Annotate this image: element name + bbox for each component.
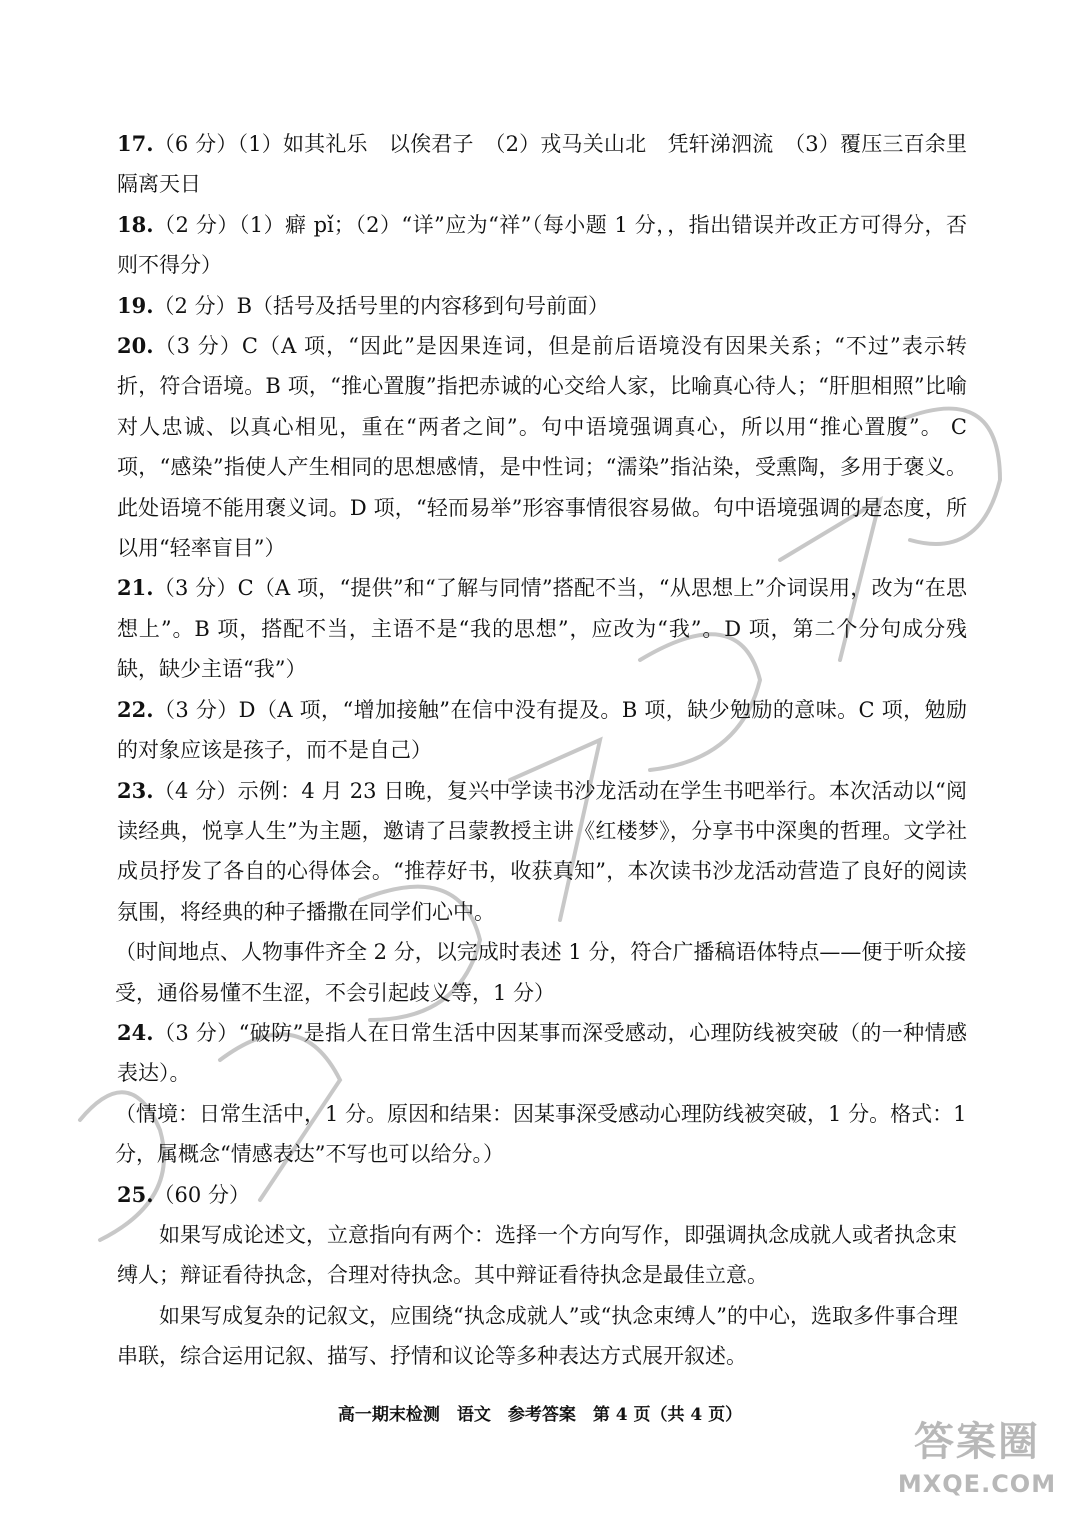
- scoring-note-24: （情境：日常生活中，1 分。原因和结果：因某事深受感动心理防线被突破，1 分。格式：1 分，属概念“情感表达”不写也可以给分。）: [115, 1101, 967, 1167]
- site-logo: [892, 1414, 1062, 1514]
- essay-guidance-argument: 如果写成论述文，立意指向有两个：选择一个方向写作，即强调执念成就人或者执念束缚人；辩证看待执念，合理对待执念。其中辩证看待执念是最佳立意。: [117, 1222, 957, 1288]
- essay-guidance-narrative: 如果写成复杂的记叙文，应围绕“执念成就人”或“执念束缚人”的中心，选取多件事合理串联，综合运用记叙、描写、抒情和议论等多种表达方式展开叙述。: [117, 1303, 958, 1369]
- question-17: 17.（6 分）（1）如其礼乐 以俟君子 （2）戎马关山北 凭轩涕泗流 （3）覆压三百余里 隔离天日: [117, 131, 967, 197]
- question-19: 19.（2 分）B（括号及括号里的内容移到句号前面）: [117, 292, 610, 318]
- page-footer: 高一期末检测 语文 参考答案 第 4 页（共 4 页）: [337, 1405, 743, 1425]
- question-24: 24.（3 分）“破防”是指人在日常生活中因某事而深受感动，心理防线被突破（的一种情感表达）。: [117, 1019, 967, 1086]
- logo-title: 答案圈: [914, 1419, 1040, 1465]
- logo-url: MXQE.COM: [897, 1470, 1057, 1498]
- question-20: 20.（3 分）C（A 项，“因此”是因果连词，但是前后语境没有因果关系；“不过”表示转折，符合语境。B 项，“推心置腹”指把赤诚的心交给人家，比喻真心待人；“肝胆相照”比喻对人忠诚、以真心相见，重在“两者之间”。句中语境强调真心，所以用“推心置腹”。 C 项，“感染”指使人产生相同的思想感情，是中性词；“濡染”指沾染，受熏陶，多用于褒义。此处语境不能用褒义词。D 项，“轻而易举”形容事情很容易做。句中语境强调的是态度，所以用“轻率盲目”）: [117, 333, 967, 561]
- question-23: 23.（4 分）示例：4 月 23 日晚，复兴中学读书沙龙活动在学生书吧举行。本次活动以“阅读经典，悦享人生”为主题，邀请了吕蒙教授主讲《红楼梦》，分享书中深奥的哲理。文学社成员抒发了各自的心得体会。“推荐好书，收获真知”，本次读书沙龙活动营造了良好的阅读氛围，将经典的种子播撒在同学们心中。: [117, 777, 967, 924]
- answer-content: [117, 124, 967, 1377]
- question-22: 22.（3 分）D（A 项，“增加接触”在信中没有提及。B 项，缺少勉励的意味。C 项，勉励的对象应该是孩子，而不是自己）: [117, 696, 967, 763]
- question-18: 18.（2 分）（1）癖 pǐ；（2）“详”应为“祥”（每小题 1 分，，指出错误并改正方可得分，否则不得分）: [117, 211, 967, 278]
- question-25: 25.（60 分）: [117, 1181, 250, 1207]
- question-21: 21.（3 分）C（A 项，“提供”和“了解与同情”搭配不当，“从思想上”介词误用，改为“在思想上”。B 项，搭配不当，主语不是“我的思想”，应改为“我”。D 项，第二个分句成分残缺，缺少主语“我”）: [117, 575, 967, 682]
- scoring-note-23: （时间地点、人物事件齐全 2 分，以完成时表述 1 分，符合广播稿语体特点——便于听众接受，通俗易懂不生涩，不会引起歧义等，1 分）: [115, 940, 967, 1005]
